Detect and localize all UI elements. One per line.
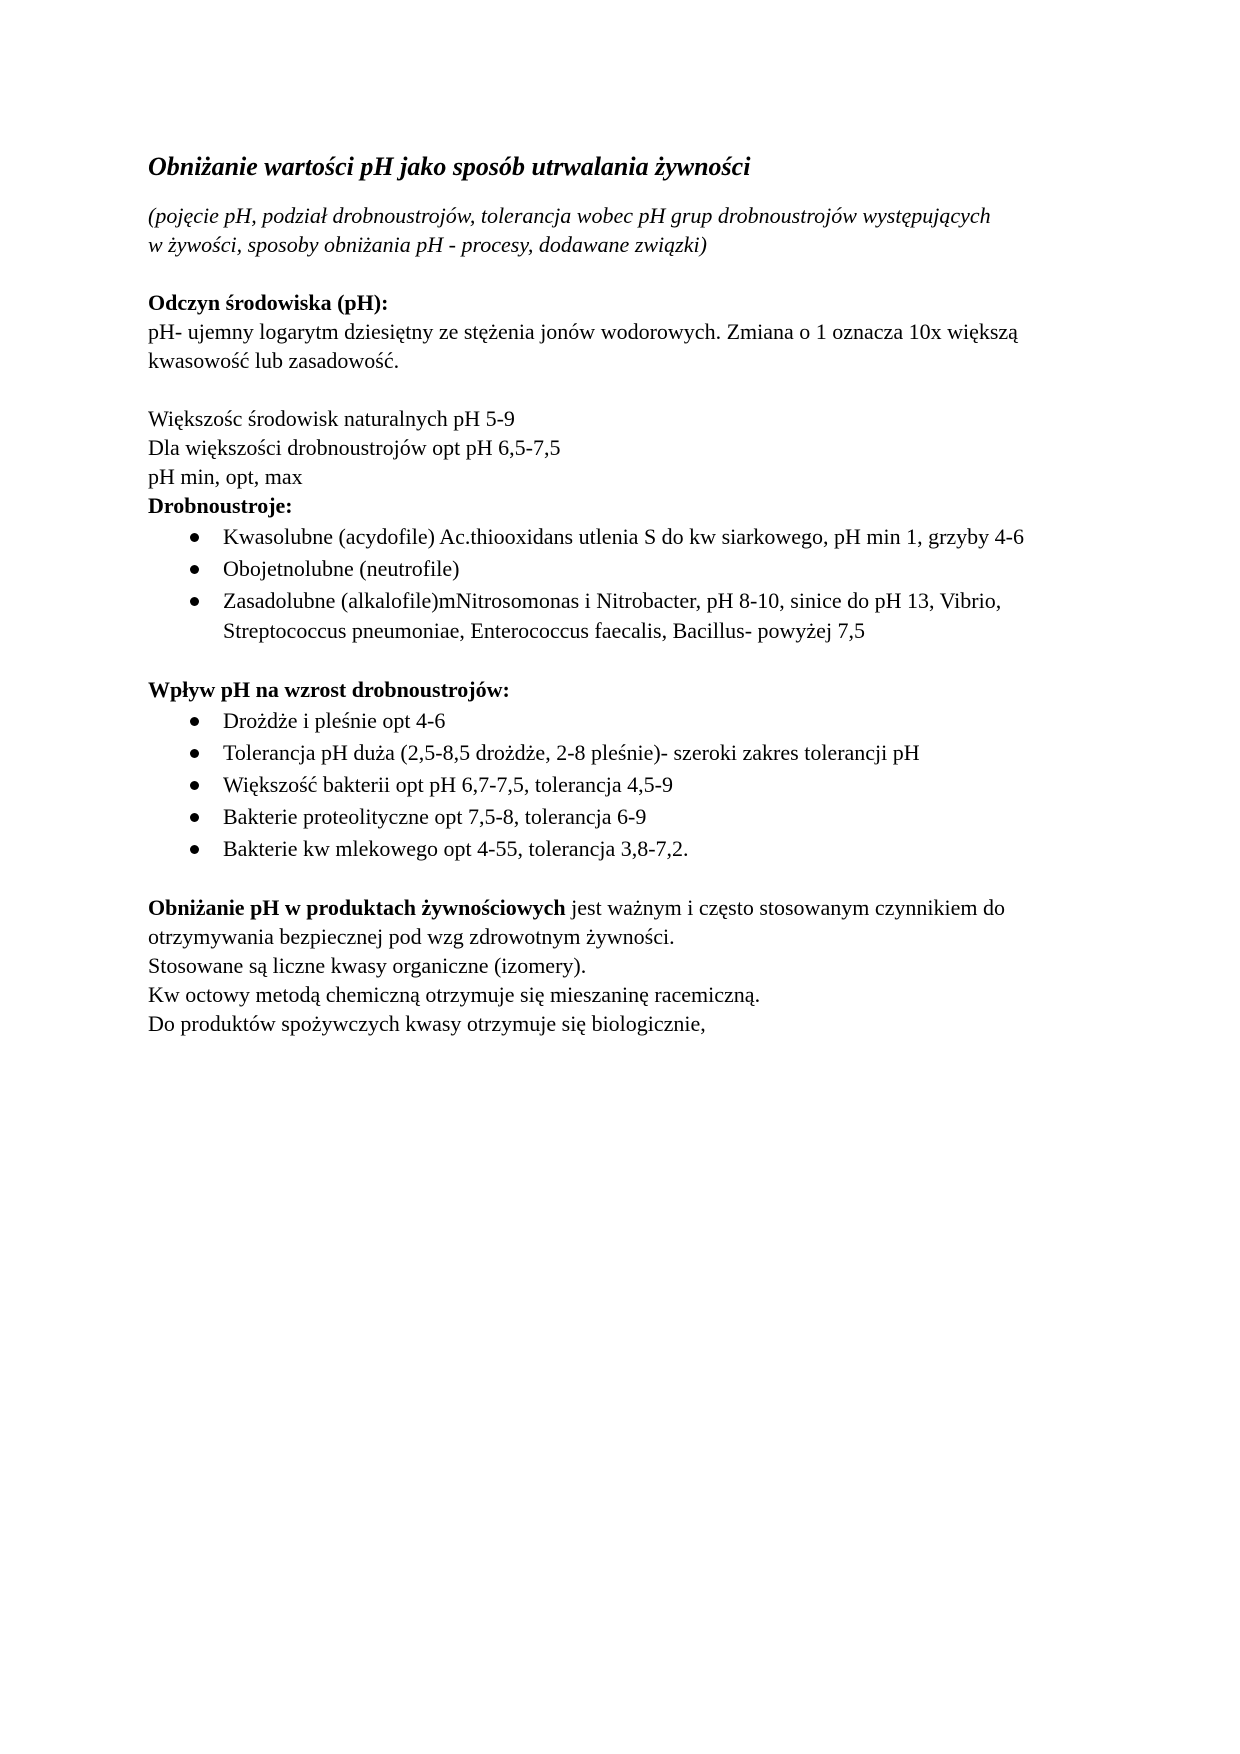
list-item	[148, 738, 1108, 768]
list-item-text: Bakterie kw mlekowego opt 4-55, tolerancja 3,8-7,2.	[223, 836, 689, 861]
section-lowering-ph	[148, 893, 1108, 1038]
paragraph	[148, 893, 1108, 951]
document-subtitle: (pojęcie pH, podział drobnoustrojów, tolerancja wobec pH grup drobnoustrojów występujących w żywości, sposoby obniżania pH - procesy, dodawane związki)	[148, 203, 991, 257]
bullet-icon	[190, 749, 199, 758]
section-facts	[148, 404, 1108, 646]
paragraph: pH- ujemny logarytm dziesiętny ze stężenia jonów wodorowych. Zmiana o 1 oznacza 10x większą kwasowość lub zasadowość.	[148, 319, 1018, 373]
text-line: Stosowane są liczne kwasy organiczne (izomery).	[148, 953, 587, 978]
bullet-icon	[190, 597, 199, 606]
list-item-text: Drożdże i pleśnie opt 4-6	[223, 708, 446, 733]
section-heading: Drobnoustroje:	[148, 493, 293, 518]
list-item-text: Większość bakterii opt pH 6,7-7,5, tolerancja 4,5-9	[223, 772, 673, 797]
bullet-icon	[190, 813, 199, 822]
list-item	[148, 770, 1108, 800]
list-item-text: Zasadolubne (alkalofile)mNitrosomonas i Nitrobacter, pH 8-10, sinice do pH 13, Vibrio, Streptococcus pneumoniae, Enterococcus faecalis, Bacillus- powyżej 7,5	[223, 588, 1002, 643]
bullet-icon	[190, 781, 199, 790]
list-item	[148, 802, 1108, 832]
bullet-icon	[190, 533, 199, 542]
bullet-icon	[190, 565, 199, 574]
section-heading: Wpływ pH na wzrost drobnoustrojów:	[148, 677, 510, 702]
text-line: pH min, opt, max	[148, 464, 303, 489]
lead-rest: jest ważnym i często stosowanym czynnikiem do otrzymywania bezpiecznej pod wzg zdrowotnym żywności.	[148, 895, 1005, 949]
list-item-text: Obojetnolubne (neutrofile)	[223, 556, 460, 581]
document-page	[148, 140, 1108, 1038]
section-heading: Odczyn środowiska (pH):	[148, 290, 389, 315]
text-line: Kw octowy metodą chemiczną otrzymuje się mieszaninę racemiczną.	[148, 982, 761, 1007]
bullet-list	[148, 522, 1108, 646]
list-item-text: Kwasolubne (acydofile) Ac.thiooxidans utlenia S do kw siarkowego, pH min 1, grzyby 4-6	[223, 524, 1025, 549]
bold-lead: Obniżanie pH w produktach żywnościowych	[148, 895, 566, 920]
text-line: Większośc środowisk naturalnych pH 5-9	[148, 406, 515, 431]
list-item	[148, 554, 1108, 584]
list-item-text: Bakterie proteolityczne opt 7,5-8, tolerancja 6-9	[223, 804, 647, 829]
section-ph-growth	[148, 675, 1108, 864]
list-item-text: Tolerancja pH duża (2,5-8,5 drożdże, 2-8 pleśnie)- szeroki zakres tolerancji pH	[223, 740, 920, 765]
list-item	[148, 706, 1108, 736]
bullet-icon	[190, 717, 199, 726]
list-item	[148, 586, 1108, 646]
list-item	[148, 834, 1108, 864]
bullet-list	[148, 706, 1108, 864]
bullet-icon	[190, 845, 199, 854]
text-line: Do produktów spożywczych kwasy otrzymuje się biologicznie,	[148, 1011, 706, 1036]
list-item	[148, 522, 1108, 552]
section-ph-definition	[148, 288, 1108, 375]
text-line: Dla większości drobnoustrojów opt pH 6,5-7,5	[148, 435, 561, 460]
document-title: Obniżanie wartości pH jako sposób utrwalania żywności	[148, 152, 751, 181]
